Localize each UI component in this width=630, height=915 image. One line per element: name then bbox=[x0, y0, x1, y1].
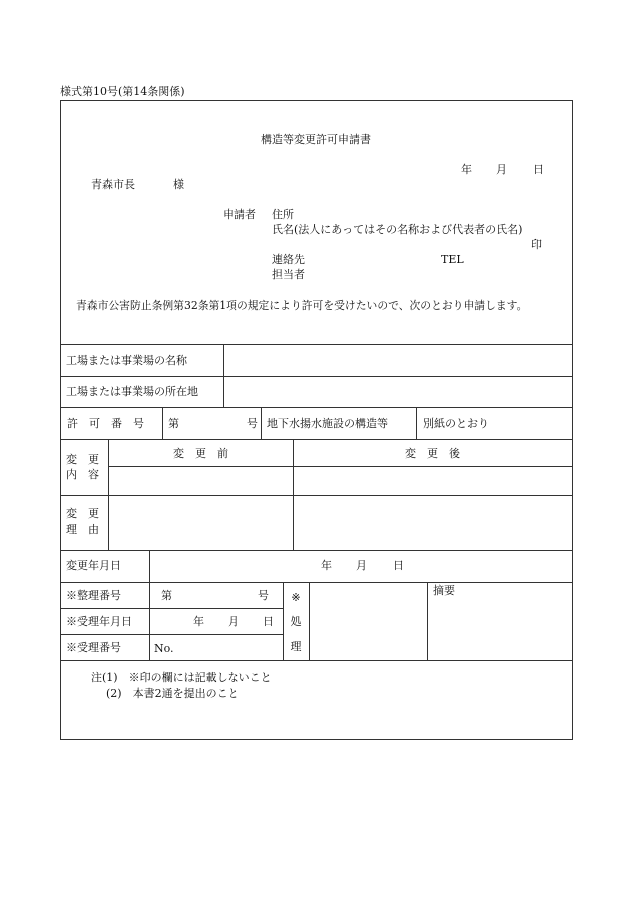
summary-label: 摘要 bbox=[433, 584, 455, 597]
after-change-header: 変 更 後 bbox=[405, 447, 460, 460]
addressee-honorific: 様 bbox=[173, 178, 184, 191]
application-statement: 青森市公害防止条例第32条第1項の規定により許可を受けたいので、次のとおり申請します。 bbox=[76, 299, 528, 312]
tel-label: TEL bbox=[441, 253, 464, 266]
contact-label: 連絡先 bbox=[272, 253, 305, 266]
date-year-label: 年 bbox=[461, 163, 472, 176]
change-content-label-line1: 変 更 bbox=[66, 453, 99, 466]
filing-dai: 第 bbox=[161, 589, 172, 602]
document-title: 構造等変更許可申請書 bbox=[261, 133, 371, 146]
applicant-label: 申請者 bbox=[223, 208, 256, 221]
received-number-label: ※受理番号 bbox=[66, 641, 121, 654]
change-year-label: 年 bbox=[321, 559, 332, 572]
note-2: (2) 本書2通を提出のこと bbox=[106, 687, 239, 700]
filing-go: 号 bbox=[258, 589, 269, 602]
facility-value: 別紙のとおり bbox=[423, 417, 489, 430]
change-reason-label-line1: 変 更 bbox=[66, 507, 99, 520]
factory-name-label: 工場または事業場の名称 bbox=[66, 354, 187, 367]
change-reason-label-line2: 理 由 bbox=[66, 523, 99, 536]
received-month-label: 月 bbox=[228, 615, 239, 628]
change-date-label: 変更年月日 bbox=[66, 559, 121, 572]
received-year-label: 年 bbox=[193, 615, 204, 628]
address-label: 住所 bbox=[272, 208, 294, 221]
permit-dai: 第 bbox=[168, 417, 179, 430]
note-1: 注(1) ※印の欄には記載しないこと bbox=[91, 671, 272, 684]
processing-label-line1: 処 bbox=[290, 615, 302, 628]
form-label: 様式第10号(第14条関係) bbox=[60, 85, 185, 98]
date-month-label: 月 bbox=[496, 163, 507, 176]
change-month-label: 月 bbox=[356, 559, 367, 572]
received-day-label: 日 bbox=[263, 615, 274, 628]
filing-number-label: ※整理番号 bbox=[66, 589, 121, 602]
permit-go: 号 bbox=[247, 417, 258, 430]
facility-label: 地下水揚水施設の構造等 bbox=[267, 417, 388, 430]
received-date-label: ※受理年月日 bbox=[66, 615, 132, 628]
person-in-charge-label: 担当者 bbox=[272, 268, 305, 281]
seal-mark: 印 bbox=[531, 238, 542, 251]
addressee-city: 青森市長 bbox=[91, 178, 135, 191]
factory-address-label: 工場または事業場の所在地 bbox=[66, 385, 198, 398]
change-day-label: 日 bbox=[393, 559, 404, 572]
change-content-label-line2: 内 容 bbox=[66, 468, 99, 481]
date-day-label: 日 bbox=[533, 163, 544, 176]
processing-label-line2: 理 bbox=[290, 640, 302, 653]
before-change-header: 変 更 前 bbox=[173, 447, 228, 460]
permit-number-label: 許 可 番 号 bbox=[67, 417, 144, 430]
received-no: No. bbox=[154, 642, 174, 655]
processing-mark: ※ bbox=[291, 591, 301, 604]
name-label: 氏名(法人にあってはその名称および代表者の氏名) bbox=[272, 223, 523, 236]
